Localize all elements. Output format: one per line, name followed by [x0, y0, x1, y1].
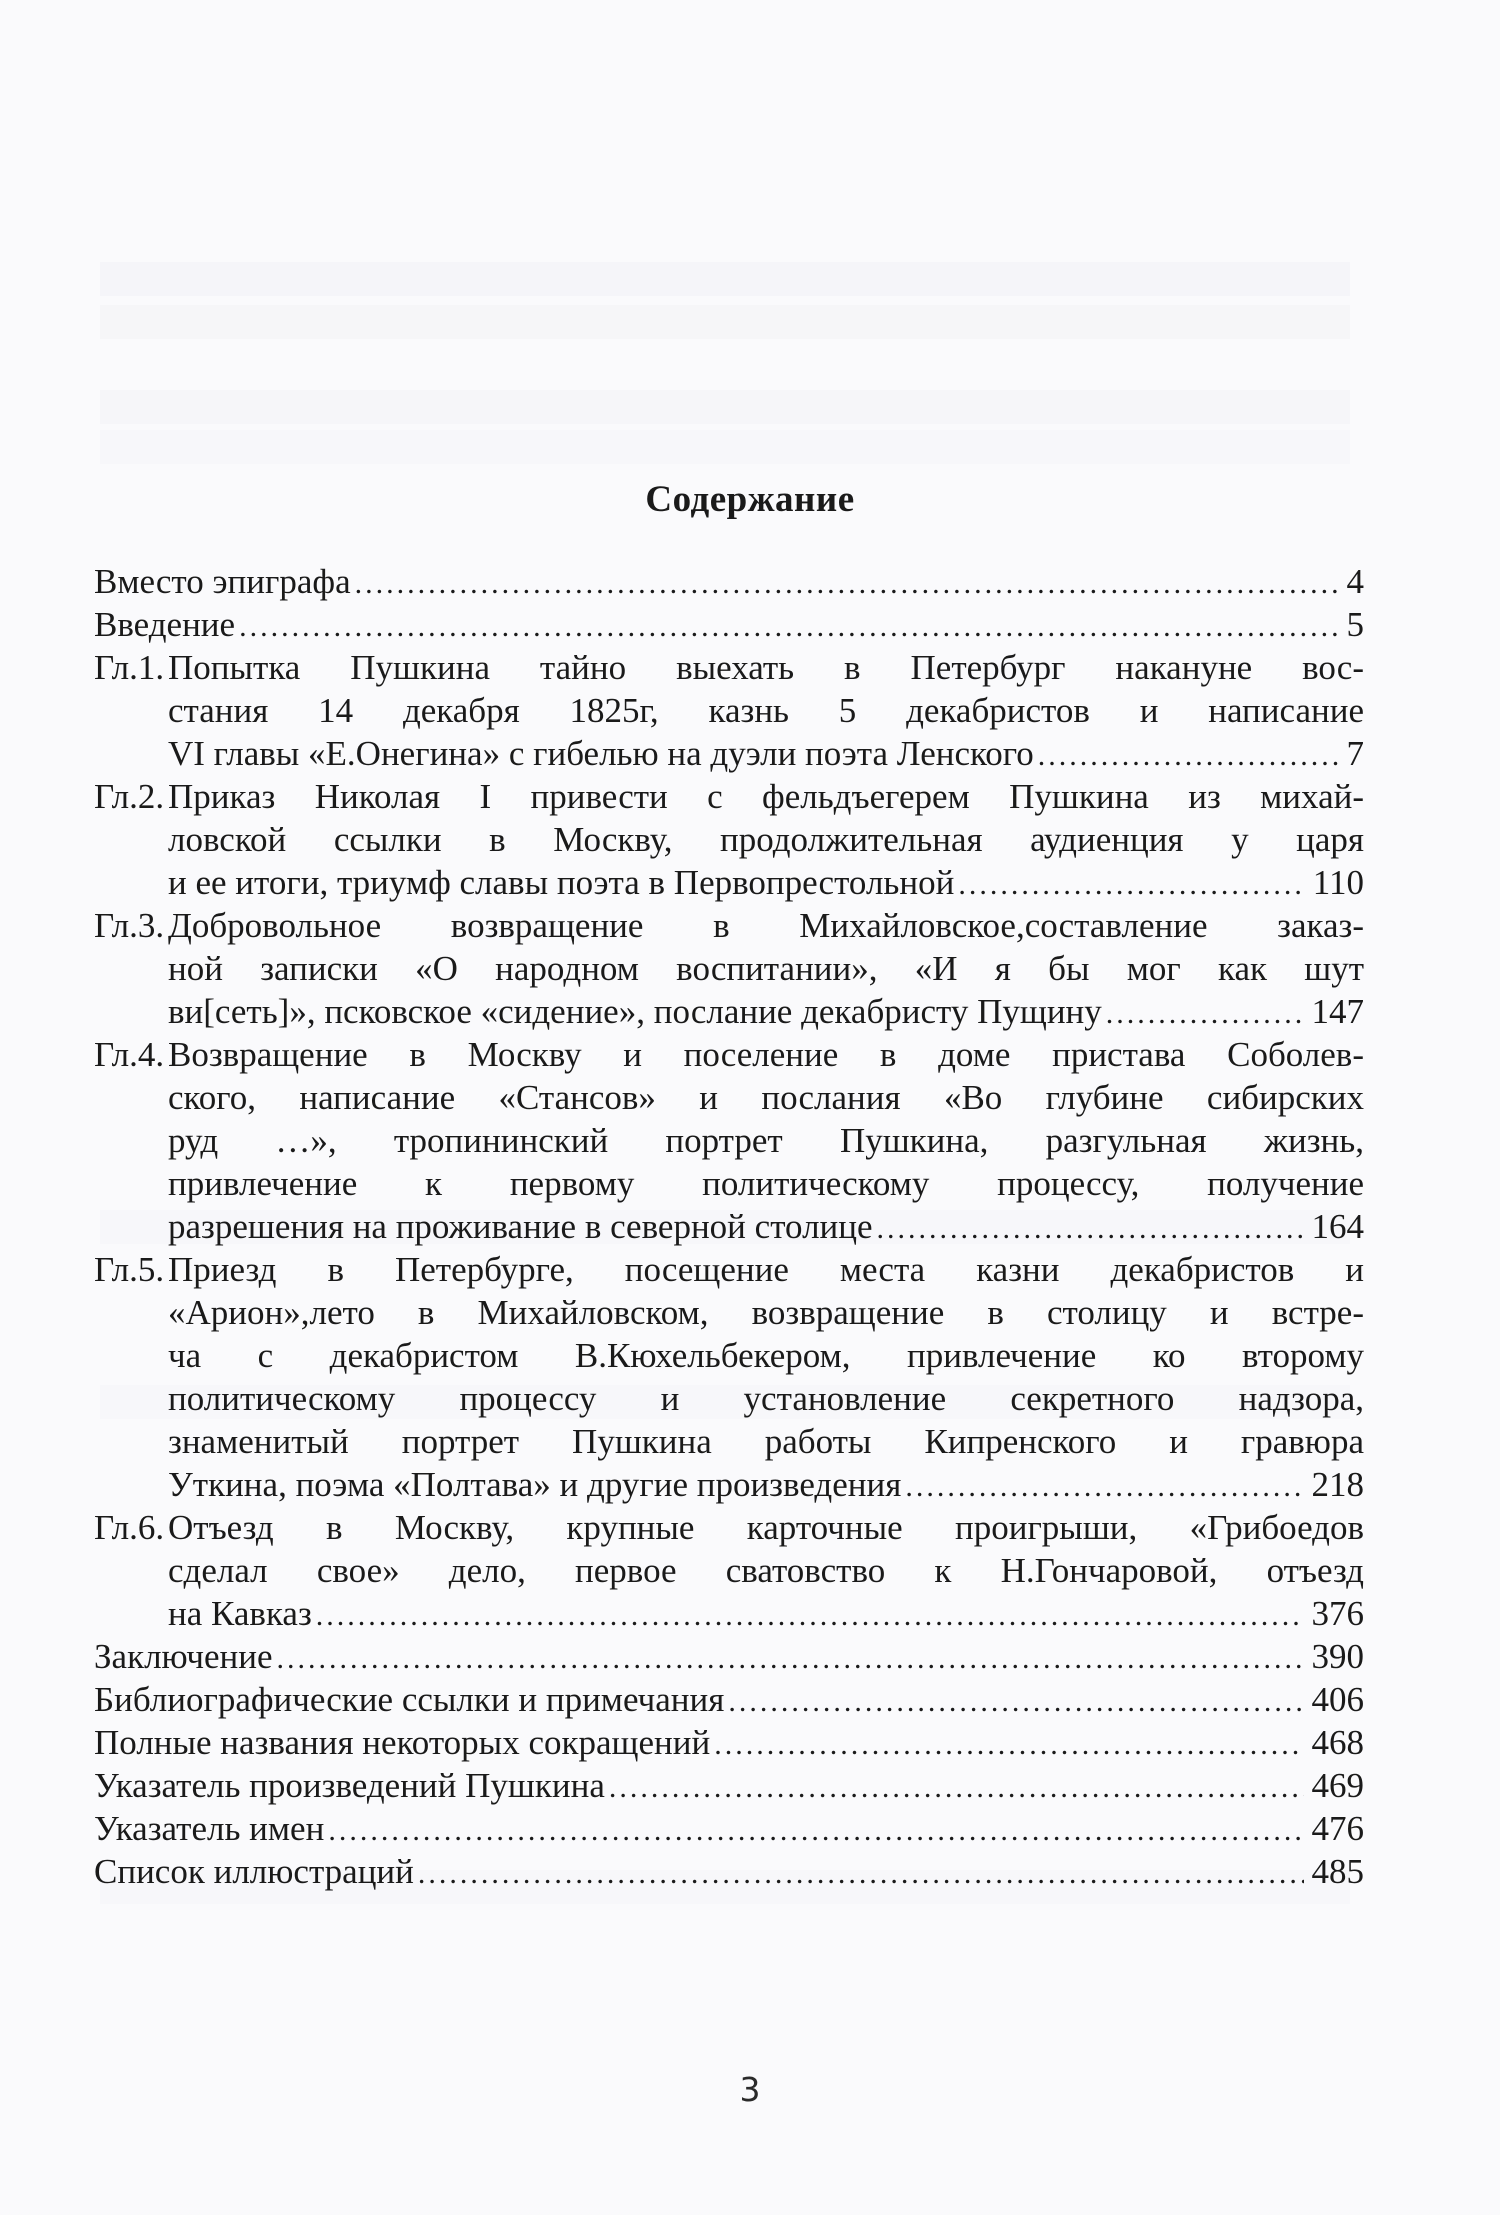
dot-leader: [728, 1680, 1303, 1723]
toc-entry-text: [168, 1033, 1364, 1248]
dot-leader: [418, 1852, 1304, 1895]
toc-line-text: Попытка Пушкина тайно выехать в Петербург накануне вос-: [168, 648, 1364, 687]
toc-chapter-number: Гл.1.: [94, 648, 165, 687]
toc-line: [168, 947, 1364, 990]
toc-entry-text: [168, 775, 1364, 904]
page-title: Содержание: [645, 479, 855, 520]
toc-line: [168, 1506, 1364, 1549]
dot-leader: [316, 1594, 1304, 1637]
toc-line: [168, 861, 1364, 904]
toc-entry-text: [94, 1850, 1364, 1893]
show-through-band: [100, 390, 1350, 424]
toc-line: [168, 775, 1364, 818]
toc-page-number: 476: [1311, 1809, 1364, 1848]
toc-entry-text: [168, 1506, 1364, 1635]
show-through-band: [100, 430, 1350, 464]
toc-page-number: 5: [1346, 605, 1364, 644]
toc-line-text: Библиографические ссылки и примечания: [94, 1680, 725, 1719]
toc-entry: [94, 1721, 1364, 1764]
toc-line: [168, 1549, 1364, 1592]
toc-page-number: 485: [1311, 1852, 1364, 1891]
dot-leader: [1106, 992, 1304, 1035]
toc-entry-text: [94, 1635, 1364, 1678]
toc-line-text: ви[сеть]», псковское «сидение», послание декабристу Пущину: [168, 992, 1102, 1031]
toc-page-number: 406: [1311, 1680, 1364, 1719]
toc-page-number: 4: [1346, 562, 1364, 601]
toc-chapter-number: Гл.4.: [94, 1035, 165, 1074]
toc-page-number: 390: [1311, 1637, 1364, 1676]
toc-entry-text: [94, 1764, 1364, 1807]
toc-page-number: 376: [1311, 1594, 1364, 1633]
show-through-band: [100, 262, 1350, 296]
toc-line: [168, 1162, 1364, 1205]
toc-entry-text: [94, 1721, 1364, 1764]
dot-leader: [609, 1766, 1304, 1809]
toc-line: [168, 732, 1364, 775]
toc-line: [168, 1592, 1364, 1635]
toc-line-text: ной записки «О народном воспитании», «И я бы мог как шут: [168, 949, 1364, 988]
toc-line: [168, 904, 1364, 947]
toc-entry-text: [94, 1678, 1364, 1721]
toc-line: [168, 1334, 1364, 1377]
toc-line-text: знаменитый портрет Пушкина работы Кипренского и гравюра: [168, 1422, 1364, 1461]
toc-page-number: 164: [1311, 1207, 1364, 1246]
toc-entry: [94, 1850, 1364, 1893]
toc-line-text: политическому процессу и установление секретного надзора,: [168, 1379, 1364, 1418]
toc-line-text: Указатель имен: [94, 1809, 325, 1848]
toc-line-text: Приезд в Петербурге, посещение места казни декабристов и: [168, 1250, 1364, 1289]
dot-leader: [958, 863, 1304, 906]
toc-page-number: 7: [1346, 734, 1364, 773]
dot-leader: [328, 1809, 1303, 1852]
table-of-contents: [94, 560, 1364, 1893]
toc-entry: [94, 1678, 1364, 1721]
toc-line: [94, 1850, 1364, 1893]
toc-line-text: ского, написание «Стансов» и послания «Во глубине сибирских: [168, 1078, 1364, 1117]
toc-line-text: Добровольное возвращение в Михайловское,составление заказ-: [168, 906, 1364, 945]
dot-leader: [905, 1465, 1303, 1508]
toc-line-text: привлечение к первому политическому процессу, получение: [168, 1164, 1364, 1203]
page-number: 3: [739, 2070, 761, 2109]
toc-line-text: Отъезд в Москву, крупные карточные проигрыши, «Грибоедов: [168, 1508, 1364, 1547]
toc-line-text: ловской ссылки в Москву, продолжительная аудиенция у царя: [168, 820, 1364, 859]
toc-line: [94, 1764, 1364, 1807]
toc-entry: [94, 1635, 1364, 1678]
toc-chapter-number: Гл.6.: [94, 1508, 165, 1547]
toc-entry: [94, 1807, 1364, 1850]
toc-chapter-number: Гл.2.: [94, 777, 165, 816]
toc-entry: [94, 904, 1364, 1033]
toc-line: [94, 1721, 1364, 1764]
toc-line-text: Вместо эпиграфа: [94, 562, 351, 601]
toc-line-text: VI главы «Е.Онегина» с гибелью на дуэли поэта Ленского: [168, 734, 1034, 773]
toc-line-text: Полные названия некоторых сокращений: [94, 1723, 711, 1762]
toc-entry: [94, 560, 1364, 603]
toc-entry-text: [168, 904, 1364, 1033]
toc-line-text: Уткина, поэма «Полтава» и другие произведения: [168, 1465, 902, 1504]
toc-entry: [94, 1764, 1364, 1807]
toc-page-number: 110: [1312, 863, 1364, 902]
toc-line: [168, 1463, 1364, 1506]
toc-page-number: 468: [1311, 1723, 1364, 1762]
toc-line: [168, 1076, 1364, 1119]
toc-line: [168, 1033, 1364, 1076]
toc-entry: [94, 646, 1364, 775]
toc-line-text: на Кавказ: [168, 1594, 312, 1633]
toc-line-text: Список иллюстраций: [94, 1852, 414, 1891]
toc-entry-text: [94, 560, 1364, 603]
show-through-band: [100, 305, 1350, 339]
dot-leader: [277, 1637, 1304, 1680]
toc-line: [168, 1248, 1364, 1291]
toc-line-text: разрешения на проживание в северной столице: [168, 1207, 873, 1246]
toc-entry-text: [94, 603, 1364, 646]
toc-line-text: Указатель произведений Пушкина: [94, 1766, 605, 1805]
toc-entry-text: [94, 1807, 1364, 1850]
toc-line: [94, 1635, 1364, 1678]
toc-line-text: и ее итоги, триумф славы поэта в Первопрестольной: [168, 863, 955, 902]
toc-line: [168, 1420, 1364, 1463]
toc-entry: [94, 1506, 1364, 1635]
toc-page-number: 469: [1311, 1766, 1364, 1805]
toc-entry: [94, 1033, 1364, 1248]
toc-line: [94, 1678, 1364, 1721]
toc-line-text: ча с декабристом В.Кюхельбекером, привлечение ко второму: [168, 1336, 1364, 1375]
dot-leader: [239, 605, 1338, 648]
toc-entry: [94, 603, 1364, 646]
dot-leader: [1038, 734, 1339, 777]
toc-line-text: Введение: [94, 605, 236, 644]
toc-chapter-number: Гл.5.: [94, 1250, 165, 1289]
toc-line-text: Возвращение в Москву и поселение в доме пристава Соболев-: [168, 1035, 1364, 1074]
toc-line: [168, 646, 1364, 689]
toc-line: [168, 990, 1364, 1033]
toc-entry: [94, 1248, 1364, 1506]
toc-entry-text: [168, 646, 1364, 775]
toc-line: [94, 560, 1364, 603]
toc-line-text: руд …», тропининский портрет Пушкина, разгульная жизнь,: [168, 1121, 1364, 1160]
toc-entry-text: [168, 1248, 1364, 1506]
toc-entry: [94, 775, 1364, 904]
toc-line-text: Приказ Николая I привести с фельдъегерем Пушкина из михай-: [168, 777, 1364, 816]
toc-page-number: 147: [1311, 992, 1364, 1031]
toc-line: [94, 603, 1364, 646]
dot-leader: [355, 562, 1339, 605]
toc-page-number: 218: [1311, 1465, 1364, 1504]
toc-line-text: сделал свое» дело, первое сватовство к Н.Гончаровой, отъезд: [168, 1551, 1364, 1590]
dot-leader: [877, 1207, 1304, 1250]
toc-line: [168, 1119, 1364, 1162]
toc-line: [168, 818, 1364, 861]
toc-chapter-number: Гл.3.: [94, 906, 165, 945]
toc-line-text: «Арион»,лето в Михайловском, возвращение в столицу и встре-: [168, 1293, 1364, 1332]
toc-line: [168, 1205, 1364, 1248]
toc-line-text: Заключение: [94, 1637, 273, 1676]
toc-line: [94, 1807, 1364, 1850]
dot-leader: [714, 1723, 1303, 1766]
toc-line: [168, 1291, 1364, 1334]
toc-line: [168, 1377, 1364, 1420]
toc-line: [168, 689, 1364, 732]
toc-line-text: стания 14 декабря 1825г, казнь 5 декабристов и написание: [168, 691, 1364, 730]
